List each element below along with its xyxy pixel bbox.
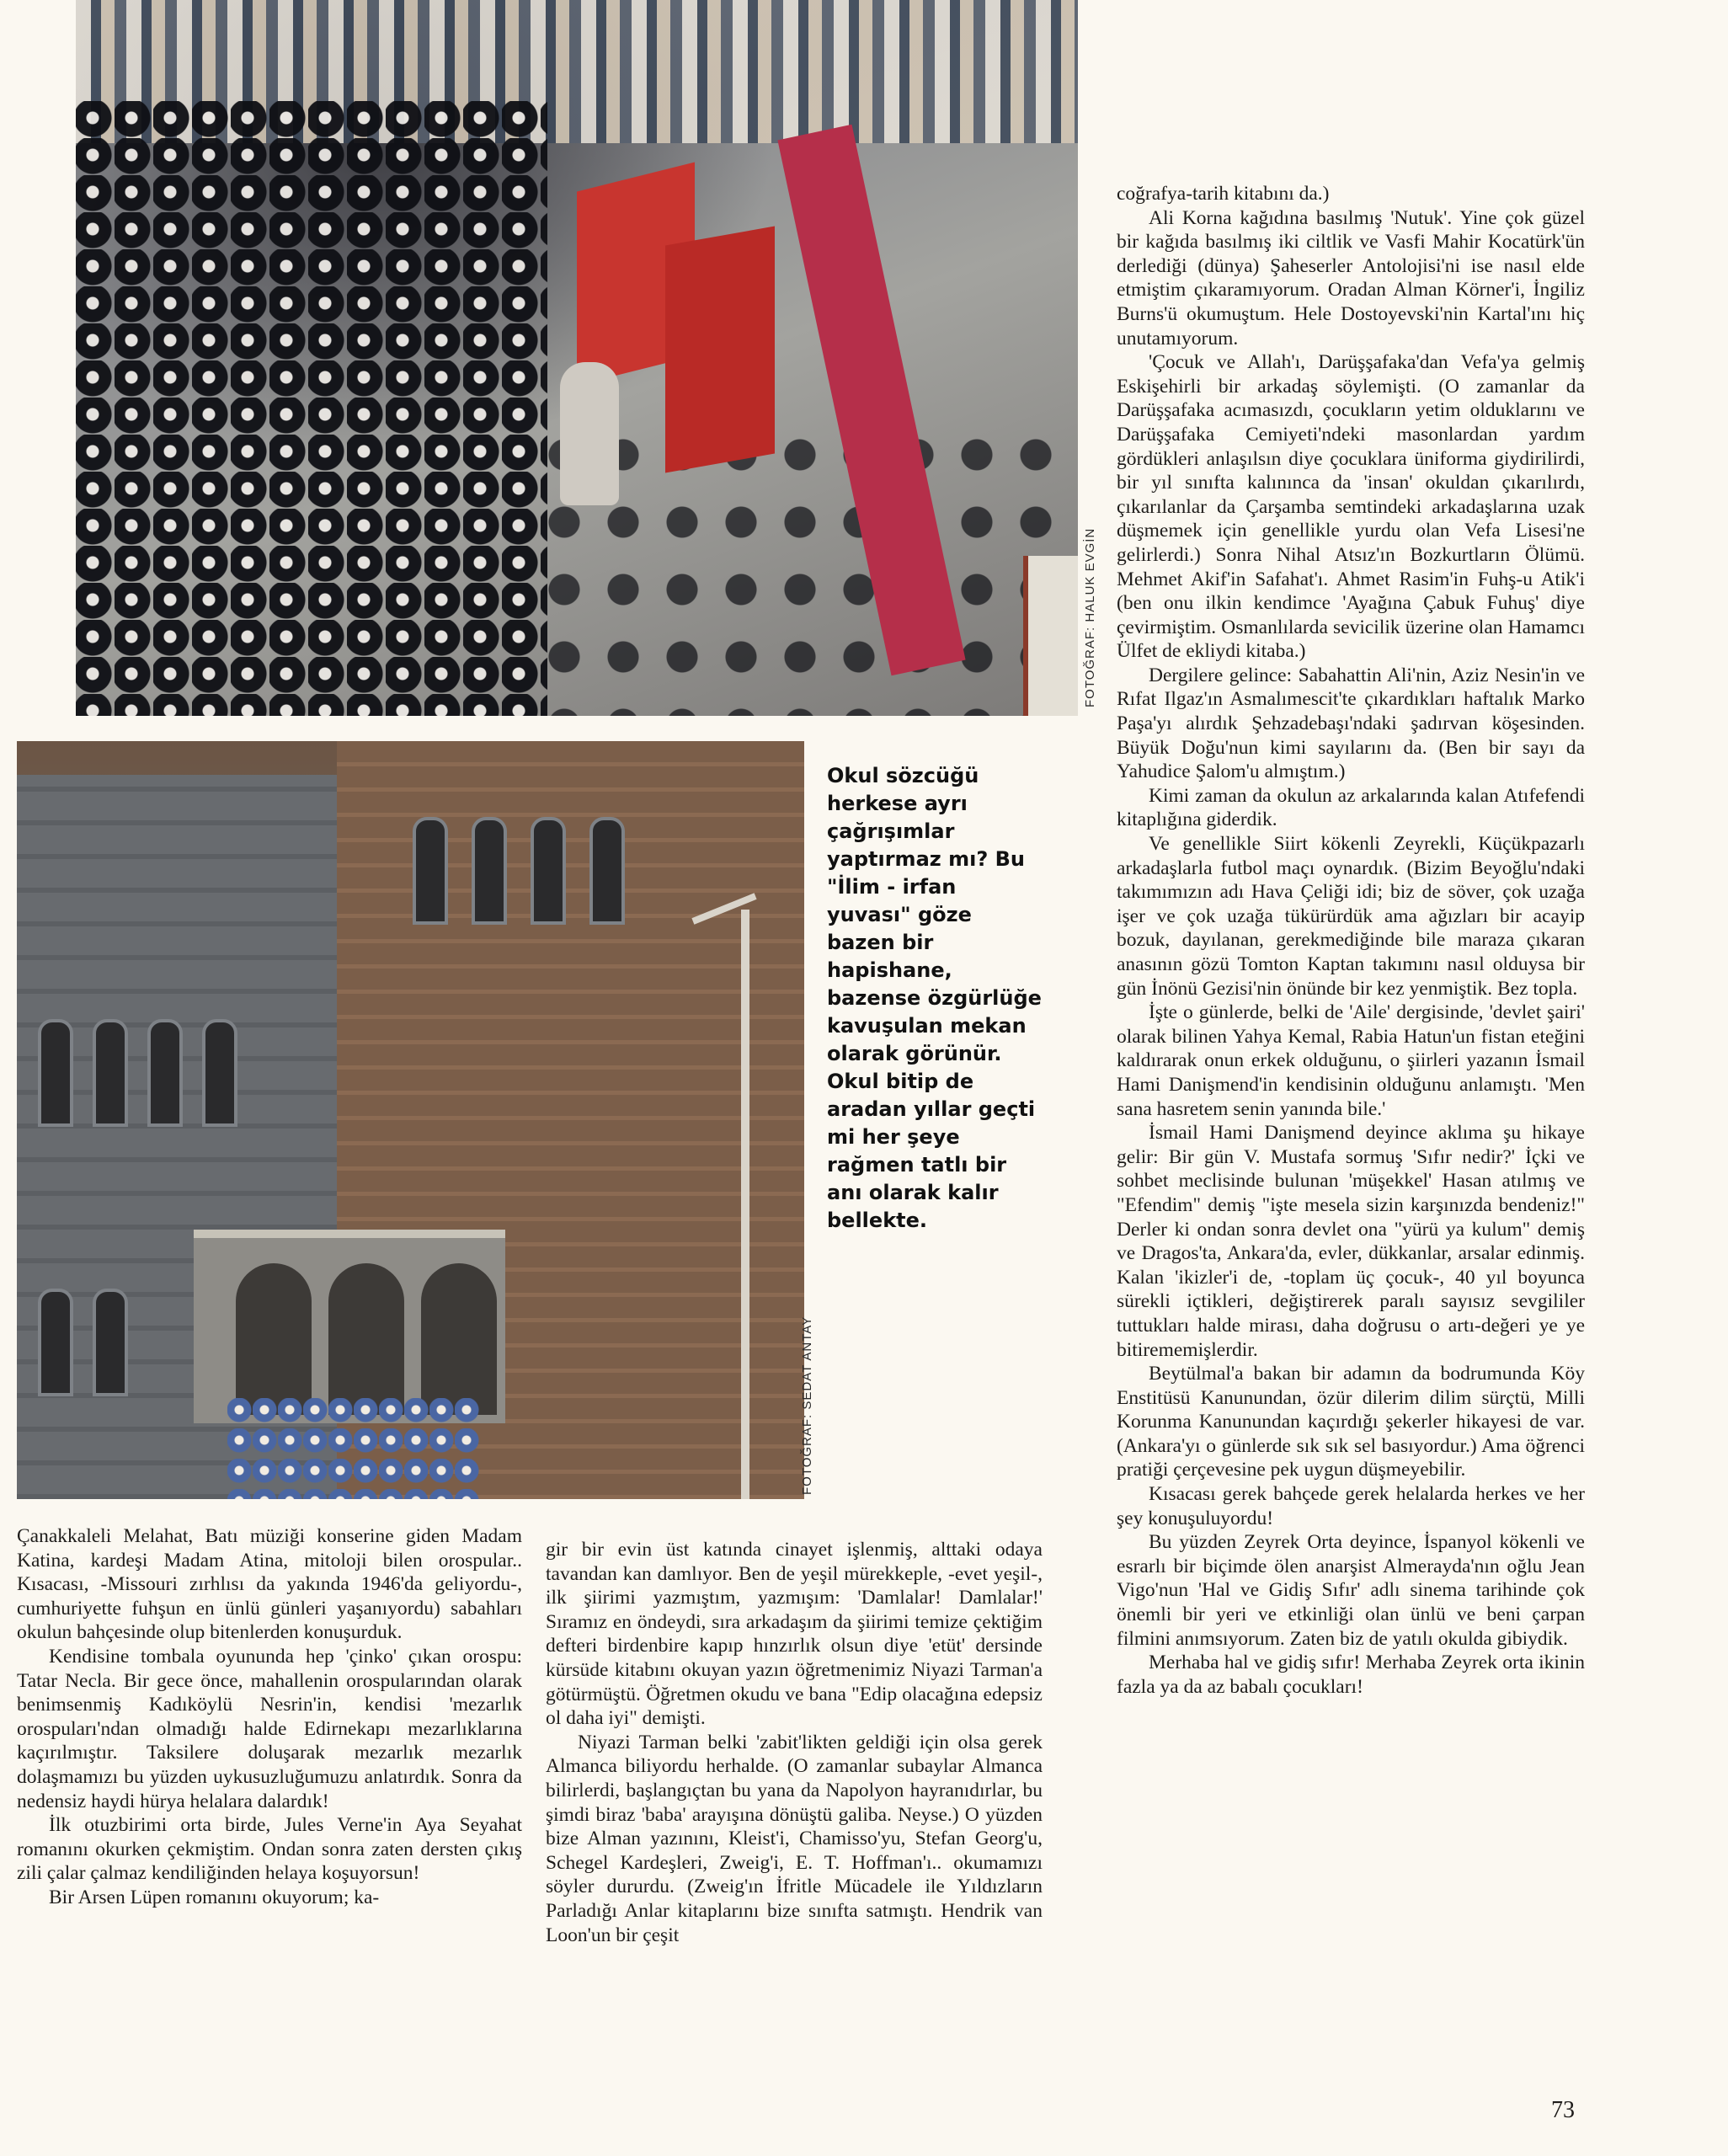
courtyard-crowd-photo bbox=[76, 0, 1078, 716]
school-building-photo bbox=[17, 741, 804, 1499]
red-flag bbox=[665, 227, 775, 473]
paragraph: Dergilere gelince: Sabahattin Ali'nin, Aziz Nesin'in ve Rıfat Ilgaz'ın Asmalımescit'te çıkardıkları haftalık Marko Paşa'yı alırdık Şehzadebaşı'ndaki şadırvan köşesinden. Büyük Doğu'nun kimi sayılarını da. (Ben bir sayı da Yahudice Şalom'u almıştım.) bbox=[1117, 664, 1585, 783]
photo-credit-bottom: FOTOĞRAF: SEDAT ANTAY bbox=[800, 1315, 814, 1495]
paragraph: Çanakkaleli Melahat, Batı müziği konserine giden Madam Katina, kardeşi Madam Atina, mitoloji bilen orospular.. Kısacası, -Missouri zırhlısı da yakında 1946'da geliyordu-, cumhuriyette fuhşun en ünlü günleri yaşanıyordu) sabahları okulun bahçesinde olup bitenlerden konuşurduk. bbox=[17, 1525, 522, 1644]
text-column-right bbox=[1117, 182, 1585, 1699]
paragraph: gir bir evin üst katında cinayet işlenmiş, alttaki odaya tavandan kan damlıyor. Ben de yeşil mürekkeple, -evet yeşil-, ilk şiirimi yazmıştım, yazmışım: 'Damlalar! Damlalar!' Sıramız en öndeydi, sıra arkadaşım da şiirimi temize çektiğim defteri birdenbire kapıp hınzırlık olsun diye 'etüt' dersinde kürsüde kitabını okuyan yazın öğretmenimiz Niyazi Tarman'a götürmüştü. Öğretmen okudu ve bana "Edip olacağına edepsiz ol daha iyi" demişti. bbox=[546, 1539, 1043, 1730]
paragraph: Beytülmal'a bakan bir adamın da bodrumunda Köy Enstitüsü Kanunundan, özür dilerim dilim sürçtü, Milli Korunma Kanunundan kaçırdığı şekerler hikayesi de var. (Ankara'yı o günlerde sık sık sel basıyordur.) Ama öğrenci pratiği çerçevesine pek uygun düşmeyebilir. bbox=[1117, 1363, 1585, 1481]
paragraph: Merhaba hal ve gidiş sıfır! Merhaba Zeyrek orta ikinin fazla ya da az babalı çocukları! bbox=[1117, 1652, 1585, 1698]
paragraph: Kimi zaman da okulun az arkalarında kalan Atıfefendi kitaplığına giderdik. bbox=[1117, 784, 1585, 831]
paragraph: İlk otuzbirimi orta birde, Jules Verne'in Aya Seyahat romanını okurken çekmiştim. Ondan sonra zaten dersten çıkış zili çalar çalmaz kendiliğinden helaya koşuyorsun! bbox=[17, 1814, 522, 1885]
paragraph: Bu yüzden Zeyrek Orta deyince, İspanyol kökenli ve esrarlı bir biçimde ölen anarşist Almerayda'nın oğlu Jean Vigo'nun 'Hal ve Gidiş Sıfır' adlı sinema tarihinde çok önemli bir yeri ve etkinliği olan ünlü ve beni çarpan filmini anımsıyorum. Zaten biz de yatılı okulda gibiydik. bbox=[1117, 1531, 1585, 1650]
students-on-stairs bbox=[227, 1398, 480, 1499]
paragraph: Kısacası gerek bahçede gerek helalarda herkes ve her şey konuşuluyordu! bbox=[1117, 1483, 1585, 1529]
paragraph: 'Çocuk ve Allah'ı, Darüşşafaka'dan Vefa'ya gelmiş Eskişehirli bir arkadaş söylemişti. (O zamanlar da Darüşşafaka acımasızdı, çocukların yetim olduklarını ve Darüşşafaka Cemiyeti'ndeki masonlardan yardım gördükleri anlaşılsın diye çocuklara üniforma giydirilirdi, bir yıl sınıfta kalınınca da 'insan' okuldan çıkarılırdı, çıkarılanlar da Çarşamba semtindeki arkadaşlarına uzak düşmemek için genellikle yurdu olan Vefa Lisesi'ne gelirlerdi.) Sonra Nihal Atsız'ın Bozkurtların Ölümü. Mehmet Akif'in Safahat'ı. Ahmet Rasim'in Fuhş-u Atik'i (ben onu ilkin kendimce 'Ayağına Çabuk Fuhuş' diye çevirmiştim. Osmanlılarda sevicilik üzerine olan Hamamcı Ülfet de ekliydi kitaba.) bbox=[1117, 351, 1585, 663]
lamp-post bbox=[741, 910, 749, 1499]
text-column-bottom-left bbox=[17, 1524, 522, 1910]
paragraph: Bir Arsen Lüpen romanını okuyorum; ka- bbox=[49, 1886, 380, 1908]
paragraph: İsmail Hami Danişmend deyince aklıma şu hikaye gelir: Bir gün V. Mustafa sormuş 'Sıfır nedir?' İçki ve sohbet meclisinde bulunan 'müşekkel' Hasan atılmış ve "Efendim" demiş "işte mesela sizin karşınızda bendeniz!" Derler ki ondan sonra devlet ona "yürü ya kulum" demiş ve Dragos'ta, Ankara'da, evler, dükkanlar, arsalar edinmiş. Kalan 'ikizler'i de, -toplam üç çocuk-, 40 yıl boyunca sürekli içtikleri, değiştirerek paralı sayısız sevgililer tuttukları halde mirası, daha doğrusu o artı-değeri ye ye bitirememişlerdir. bbox=[1117, 1122, 1585, 1361]
page-number: 73 bbox=[1551, 2097, 1575, 2123]
paragraph: coğrafya-tarih kitabını da.) bbox=[1117, 183, 1330, 205]
paragraph: Niyazi Tarman belki 'zabit'likten geldiği için olsa gerek Almanca biliyordu herhalde. (O zamanlar subaylar Almanca bilirlerdi, başlangıçtan bu yana da Napolyon hayranıdırlar, bu şimdi biraz 'baba' arayışına dönüştü galiba. Neyse.) O yüzden bize Alman yazınını, Kleist'i, Chamisso'yu, Stefan Georg'u, Schegel Kardeşleri, Zweig'i, E. T. Hoffman'ı.. okumamızı söyler dururdu. (Zweig'ın İfritle Mücadele ile Yıldızların Parladığı Anlar kitaplarını bize sınıfta satmıştı. Hendrik van Loon'un bir çeşit bbox=[546, 1731, 1043, 1946]
paragraph: İşte o günlerde, belki de 'Aile' dergisinde, 'devlet şairi' olarak bilinen Yahya Kemal, Rabia Hatun'un fistan eteğini kaldırarak onun erkek olduğunu, o şiirleri yazanın İsmail Hami Danişmend'in kendisinin olduğunu anlamıştı. 'Men sana hasretem senin yanında bile.' bbox=[1117, 1001, 1585, 1120]
paragraph: Ve genellikle Siirt kökenli Zeyrekli, Küçükpazarlı arkadaşlarla futbol maçı oynardık. (Bizim Beyoğlu'ndaki takımımızın adı Hava Çeliği idi; biz de söver, çok uzağa işer ve çok uzağa tükürürdük ama ağızları bir acayip bozuk, dayılanan, gerekmediğinde bile maraza çıkaran anasının gözü Tomton Kaptan takımını nasıl olduysa bir gün İnönü Gezisi'nin önünde bir kez yenmiştik. Bez topla. bbox=[1117, 833, 1585, 1000]
paragraph: Kendisine tombala oyununda hep 'çinko' çıkan orospu: Tatar Necla. Bir gece önce, mahallenin orospularından olarak benimsenmiş Kadıköylü Nesrin'in, kendisi 'mezarlık orospuları'ndan olmadığı halde Edirnekapı mezarlıklarına kaçırılmıştır. Taksilere doluşarak mezarlık mezarlık dolaşmamızı bu yüzden uykusuzluğumuzu anlatırdık. Sonra da nedensiz haydi hürya helalara dalardık! bbox=[17, 1645, 522, 1812]
text-column-bottom-middle bbox=[546, 1538, 1043, 1947]
photo-caption: Okul sözcüğü herkese ayrı çağrışımlar yaptırmaz mı? Bu "İlim - irfan yuvası" göze bazen bir hapishane, bazense özgürlüğe kavuşulan mekan olarak görünür. Okul bitip de aradan yıllar geçti mi her şeye rağmen tatlı bir anı olarak kalır bellekte. bbox=[827, 764, 1042, 1232]
paragraph: Ali Korna kağıdına basılmış 'Nutuk'. Yine çok güzel bir kağıda basılmış iki ciltlik ve Vasfi Mahir Kocatürk'ün derlediği (dünya) Şaheserler Antolojisi'ni ise nasıl elde etmiştim çıkaramıyorum. Oradan Alman Körner'i, İngiliz Burns'ü okumuştum. Hele Dostoyevski'nin Kartal'ını hiç unutamıyorum. bbox=[1117, 206, 1585, 350]
photo-credit-top: FOTOĞRAF: HALUK EVGİN bbox=[1083, 527, 1097, 707]
